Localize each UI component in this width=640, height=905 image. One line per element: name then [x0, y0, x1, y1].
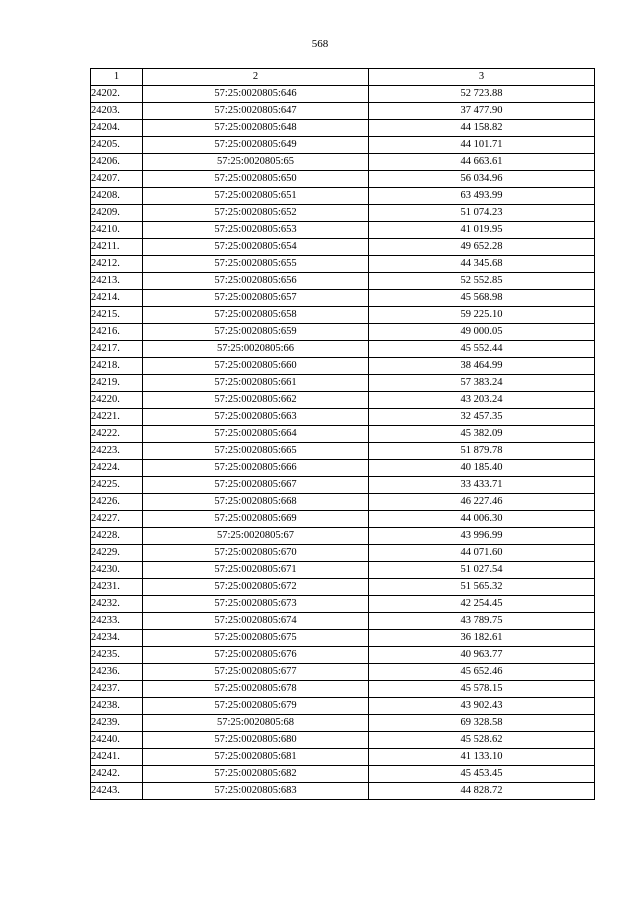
table-row — [91, 358, 595, 375]
cadastral-number-cell: 57:25:0020805:647 — [143, 103, 369, 120]
table-row — [91, 273, 595, 290]
row-number-cell: 24211. — [91, 239, 143, 256]
row-number-cell: 24231. — [91, 579, 143, 596]
table-row — [91, 494, 595, 511]
row-number-cell: 24224. — [91, 460, 143, 477]
value-cell: 45 652.46 — [369, 664, 595, 681]
table-row — [91, 120, 595, 137]
row-number-cell: 24210. — [91, 222, 143, 239]
value-cell: 59 225.10 — [369, 307, 595, 324]
table-row — [91, 715, 595, 732]
table-row — [91, 647, 595, 664]
row-number-cell: 24236. — [91, 664, 143, 681]
cadastral-number-cell: 57:25:0020805:679 — [143, 698, 369, 715]
cadastral-number-cell: 57:25:0020805:675 — [143, 630, 369, 647]
cadastral-number-cell: 57:25:0020805:648 — [143, 120, 369, 137]
cadastral-number-cell: 57:25:0020805:67 — [143, 528, 369, 545]
table-row — [91, 324, 595, 341]
row-number-cell: 24226. — [91, 494, 143, 511]
table-row — [91, 154, 595, 171]
table-row — [91, 290, 595, 307]
value-cell: 41 019.95 — [369, 222, 595, 239]
cadastral-number-cell: 57:25:0020805:657 — [143, 290, 369, 307]
table-row — [91, 409, 595, 426]
value-cell: 36 182.61 — [369, 630, 595, 647]
row-number-cell: 24238. — [91, 698, 143, 715]
row-number-cell: 24213. — [91, 273, 143, 290]
cadastral-number-cell: 57:25:0020805:661 — [143, 375, 369, 392]
column-header-1: 1 — [91, 69, 143, 86]
value-cell: 45 382.09 — [369, 426, 595, 443]
table-row — [91, 205, 595, 222]
row-number-cell: 24227. — [91, 511, 143, 528]
cadastral-number-cell: 57:25:0020805:660 — [143, 358, 369, 375]
table-row — [91, 749, 595, 766]
table-row — [91, 256, 595, 273]
value-cell: 40 185.40 — [369, 460, 595, 477]
row-number-cell: 24207. — [91, 171, 143, 188]
table-row — [91, 188, 595, 205]
table-row — [91, 86, 595, 103]
value-cell: 41 133.10 — [369, 749, 595, 766]
table-row — [91, 511, 595, 528]
cadastral-number-cell: 57:25:0020805:672 — [143, 579, 369, 596]
value-cell: 45 552.44 — [369, 341, 595, 358]
table-row — [91, 443, 595, 460]
value-cell: 44 071.60 — [369, 545, 595, 562]
row-number-cell: 24228. — [91, 528, 143, 545]
row-number-cell: 24204. — [91, 120, 143, 137]
value-cell: 44 101.71 — [369, 137, 595, 154]
value-cell: 51 879.78 — [369, 443, 595, 460]
table-body — [91, 86, 595, 800]
value-cell: 49 000.05 — [369, 324, 595, 341]
value-cell: 43 996.99 — [369, 528, 595, 545]
cadastral-number-cell: 57:25:0020805:670 — [143, 545, 369, 562]
cadastral-number-cell: 57:25:0020805:664 — [143, 426, 369, 443]
cadastral-number-cell: 57:25:0020805:680 — [143, 732, 369, 749]
table-row — [91, 613, 595, 630]
row-number-cell: 24237. — [91, 681, 143, 698]
row-number-cell: 24217. — [91, 341, 143, 358]
cadastral-number-cell: 57:25:0020805:68 — [143, 715, 369, 732]
row-number-cell: 24230. — [91, 562, 143, 579]
row-number-cell: 24212. — [91, 256, 143, 273]
row-number-cell: 24218. — [91, 358, 143, 375]
value-cell: 49 652.28 — [369, 239, 595, 256]
value-cell: 51 074.23 — [369, 205, 595, 222]
cadastral-number-cell: 57:25:0020805:649 — [143, 137, 369, 154]
value-cell: 33 433.71 — [369, 477, 595, 494]
cadastral-number-cell: 57:25:0020805:659 — [143, 324, 369, 341]
row-number-cell: 24216. — [91, 324, 143, 341]
value-cell: 45 453.45 — [369, 766, 595, 783]
cadastral-number-cell: 57:25:0020805:652 — [143, 205, 369, 222]
table-row — [91, 579, 595, 596]
cadastral-number-cell: 57:25:0020805:651 — [143, 188, 369, 205]
value-cell: 44 158.82 — [369, 120, 595, 137]
table-row — [91, 681, 595, 698]
table-row — [91, 664, 595, 681]
cadastral-number-cell: 57:25:0020805:678 — [143, 681, 369, 698]
row-number-cell: 24208. — [91, 188, 143, 205]
table-row — [91, 222, 595, 239]
row-number-cell: 24215. — [91, 307, 143, 324]
value-cell: 43 203.24 — [369, 392, 595, 409]
row-number-cell: 24232. — [91, 596, 143, 613]
value-cell: 44 345.68 — [369, 256, 595, 273]
cadastral-number-cell: 57:25:0020805:653 — [143, 222, 369, 239]
value-cell: 42 254.45 — [369, 596, 595, 613]
value-cell: 44 663.61 — [369, 154, 595, 171]
row-number-cell: 24241. — [91, 749, 143, 766]
table-row — [91, 375, 595, 392]
cadastral-number-cell: 57:25:0020805:646 — [143, 86, 369, 103]
table-row — [91, 528, 595, 545]
cadastral-number-cell: 57:25:0020805:668 — [143, 494, 369, 511]
value-cell: 57 383.24 — [369, 375, 595, 392]
cadastral-number-cell: 57:25:0020805:676 — [143, 647, 369, 664]
row-number-cell: 24225. — [91, 477, 143, 494]
cadastral-number-cell: 57:25:0020805:683 — [143, 783, 369, 800]
cadastral-number-cell: 57:25:0020805:666 — [143, 460, 369, 477]
cadastral-number-cell: 57:25:0020805:665 — [143, 443, 369, 460]
cadastral-number-cell: 57:25:0020805:667 — [143, 477, 369, 494]
row-number-cell: 24240. — [91, 732, 143, 749]
table-row — [91, 545, 595, 562]
value-cell: 44 006.30 — [369, 511, 595, 528]
table-row — [91, 596, 595, 613]
cadastral-number-cell: 57:25:0020805:671 — [143, 562, 369, 579]
cadastral-number-cell: 57:25:0020805:677 — [143, 664, 369, 681]
value-cell: 52 723.88 — [369, 86, 595, 103]
row-number-cell: 24229. — [91, 545, 143, 562]
table-row — [91, 477, 595, 494]
value-cell: 51 565.32 — [369, 579, 595, 596]
table-row — [91, 239, 595, 256]
column-header-2: 2 — [143, 69, 369, 86]
cadastral-number-cell: 57:25:0020805:650 — [143, 171, 369, 188]
row-number-cell: 24209. — [91, 205, 143, 222]
row-number-cell: 24243. — [91, 783, 143, 800]
row-number-cell: 24203. — [91, 103, 143, 120]
row-number-cell: 24223. — [91, 443, 143, 460]
value-cell: 46 227.46 — [369, 494, 595, 511]
row-number-cell: 24220. — [91, 392, 143, 409]
row-number-cell: 24235. — [91, 647, 143, 664]
value-cell: 45 528.62 — [369, 732, 595, 749]
cadastral-number-cell: 57:25:0020805:662 — [143, 392, 369, 409]
column-header-3: 3 — [369, 69, 595, 86]
cadastral-number-cell: 57:25:0020805:66 — [143, 341, 369, 358]
row-number-cell: 24242. — [91, 766, 143, 783]
cadastral-number-cell: 57:25:0020805:673 — [143, 596, 369, 613]
table-row — [91, 698, 595, 715]
row-number-cell: 24234. — [91, 630, 143, 647]
value-cell: 43 902.43 — [369, 698, 595, 715]
value-cell: 45 568.98 — [369, 290, 595, 307]
row-number-cell: 24221. — [91, 409, 143, 426]
cadastral-number-cell: 57:25:0020805:674 — [143, 613, 369, 630]
value-cell: 56 034.96 — [369, 171, 595, 188]
value-cell: 52 552.85 — [369, 273, 595, 290]
table-row — [91, 103, 595, 120]
value-cell: 40 963.77 — [369, 647, 595, 664]
row-number-cell: 24219. — [91, 375, 143, 392]
cadastral-number-cell: 57:25:0020805:654 — [143, 239, 369, 256]
table-row — [91, 562, 595, 579]
cadastral-number-cell: 57:25:0020805:656 — [143, 273, 369, 290]
row-number-cell: 24205. — [91, 137, 143, 154]
table-row — [91, 392, 595, 409]
value-cell: 43 789.75 — [369, 613, 595, 630]
cadastral-number-cell: 57:25:0020805:682 — [143, 766, 369, 783]
table-row — [91, 426, 595, 443]
row-number-cell: 24202. — [91, 86, 143, 103]
cadastral-number-cell: 57:25:0020805:681 — [143, 749, 369, 766]
row-number-cell: 24239. — [91, 715, 143, 732]
value-cell: 38 464.99 — [369, 358, 595, 375]
value-cell: 37 477.90 — [369, 103, 595, 120]
value-cell: 69 328.58 — [369, 715, 595, 732]
cadastral-number-cell: 57:25:0020805:658 — [143, 307, 369, 324]
table-row — [91, 137, 595, 154]
table-row — [91, 630, 595, 647]
row-number-cell: 24214. — [91, 290, 143, 307]
value-cell: 44 828.72 — [369, 783, 595, 800]
cadastral-number-cell: 57:25:0020805:669 — [143, 511, 369, 528]
table-row — [91, 171, 595, 188]
table-row — [91, 732, 595, 749]
table-row — [91, 460, 595, 477]
row-number-cell: 24206. — [91, 154, 143, 171]
value-cell: 63 493.99 — [369, 188, 595, 205]
cadastral-number-cell: 57:25:0020805:663 — [143, 409, 369, 426]
value-cell: 32 457.35 — [369, 409, 595, 426]
cadastral-number-cell: 57:25:0020805:65 — [143, 154, 369, 171]
table-row — [91, 766, 595, 783]
page-number: 568 — [311, 38, 329, 50]
value-cell: 51 027.54 — [369, 562, 595, 579]
row-number-cell: 24233. — [91, 613, 143, 630]
table-row — [91, 307, 595, 324]
cadastral-number-cell: 57:25:0020805:655 — [143, 256, 369, 273]
table-row — [91, 783, 595, 800]
data-table — [90, 68, 595, 800]
value-cell: 45 578.15 — [369, 681, 595, 698]
row-number-cell: 24222. — [91, 426, 143, 443]
header-row — [91, 69, 595, 86]
table-row — [91, 341, 595, 358]
